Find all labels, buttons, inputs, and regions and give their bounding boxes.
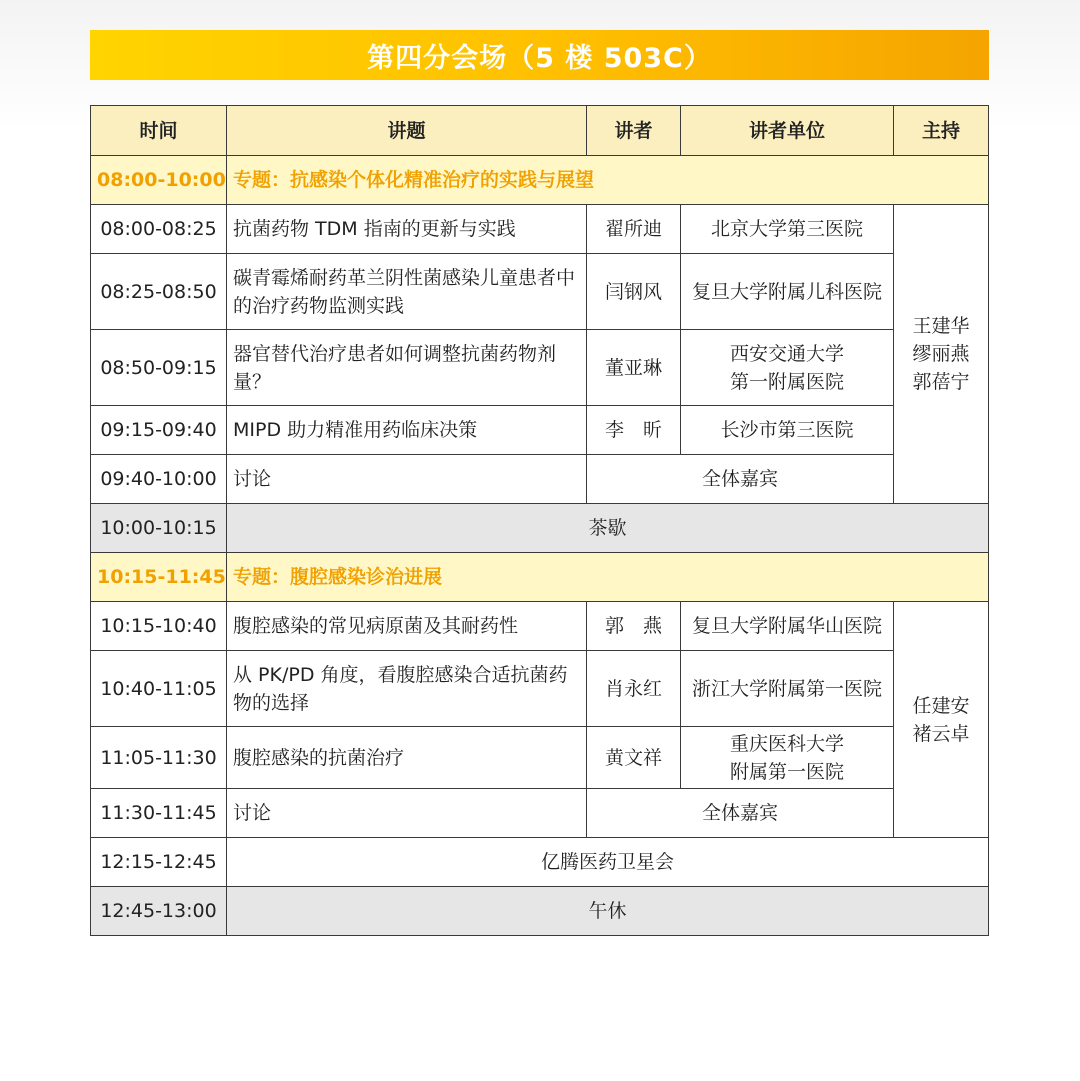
row-unit [681,205,894,254]
row-topic: 器官替代治疗患者如何调整抗菌药物剂量？ [227,330,587,406]
venue-banner [90,30,989,80]
row-topic: 抗菌药物 TDM 指南的更新与实践 [227,205,587,254]
session-hosts [894,602,989,838]
row-topic: 讨论 [227,789,587,838]
session-time: 08:00-10:00 [91,156,227,205]
table-row [91,330,989,406]
row-time: 08:50-09:15 [91,330,227,406]
row-unit [681,330,894,406]
header-host: 主持 [894,106,989,156]
header-topic: 讲题 [227,106,587,156]
satellite-label: 亿腾医药卫星会 [227,838,989,887]
table-row [91,406,989,455]
unit-line: 西安交通大学 [729,342,844,365]
table-row [91,727,989,789]
host-name: 王建华 [912,315,970,337]
row-speaker: 全体嘉宾 [587,455,894,504]
row-speaker: 李 昕 [587,406,681,455]
unit-line: 重庆医科大学 [729,732,844,755]
host-name: 郭蓓宁 [912,371,970,393]
row-unit [681,602,894,651]
break-label: 茶歇 [227,504,989,553]
row-unit [681,651,894,727]
session-time: 10:15-11:45 [91,553,227,602]
row-time: 08:00-08:25 [91,205,227,254]
row-speaker: 黄文祥 [587,727,681,789]
unit-line: 第一附属医院 [729,370,844,393]
unit-line: 长沙市第三医院 [720,419,854,441]
unit-line: 复旦大学附属儿科医院 [691,280,882,303]
host-name: 褚云卓 [912,722,970,745]
header-speaker: 讲者 [587,106,681,156]
break-time: 10:00-10:15 [91,504,227,553]
row-topic: 讨论 [227,455,587,504]
table-row [91,651,989,727]
row-topic: 从 PK/PD 角度，看腹腔感染合适抗菌药物的选择 [227,651,587,727]
row-topic: 碳青霉烯耐药革兰阴性菌感染儿童患者中的治疗药物监测实践 [227,254,587,330]
row-unit [681,406,894,455]
unit-line: 北京大学第三医院 [710,218,863,240]
session-row [91,553,989,602]
row-time: 08:25-08:50 [91,254,227,330]
unit-line: 附属第一医院 [729,760,844,783]
table-row [91,455,989,504]
table-row [91,602,989,651]
header-time: 时间 [91,106,227,156]
session-hosts [894,205,989,504]
row-speaker: 全体嘉宾 [587,789,894,838]
row-time: 10:40-11:05 [91,651,227,727]
satellite-time: 12:15-12:45 [91,838,227,887]
header-unit: 讲者单位 [681,106,894,156]
row-speaker: 郭 燕 [587,602,681,651]
row-time: 09:15-09:40 [91,406,227,455]
table-row [91,205,989,254]
row-speaker: 董亚琳 [587,330,681,406]
session-title: 专题：腹腔感染诊治进展 [227,553,989,602]
table-row [91,789,989,838]
row-unit [681,254,894,330]
lunch-time: 12:45-13:00 [91,887,227,936]
row-speaker: 肖永红 [587,651,681,727]
session-row [91,156,989,205]
lunch-label: 午休 [227,887,989,936]
venue-title: 第四分会场（5 楼 503C） [367,42,712,74]
lunch-row [91,887,989,936]
row-time: 11:05-11:30 [91,727,227,789]
row-speaker: 闫钢风 [587,254,681,330]
row-topic: MIPD 助力精准用药临床决策 [227,406,587,455]
host-name: 缪丽燕 [912,343,970,365]
satellite-row [91,838,989,887]
host-name: 任建安 [912,694,970,717]
row-time: 09:40-10:00 [91,455,227,504]
break-row [91,504,989,553]
unit-line: 复旦大学附属华山医院 [691,615,882,637]
row-speaker: 翟所迪 [587,205,681,254]
table-row [91,254,989,330]
table-header-row [91,106,989,156]
unit-line: 浙江大学附属第一医院 [691,677,882,700]
schedule-table [90,105,989,936]
row-time: 11:30-11:45 [91,789,227,838]
session-title: 专题：抗感染个体化精准治疗的实践与展望 [227,156,989,205]
row-time: 10:15-10:40 [91,602,227,651]
row-topic: 腹腔感染的常见病原菌及其耐药性 [227,602,587,651]
row-topic: 腹腔感染的抗菌治疗 [227,727,587,789]
row-unit [681,727,894,789]
